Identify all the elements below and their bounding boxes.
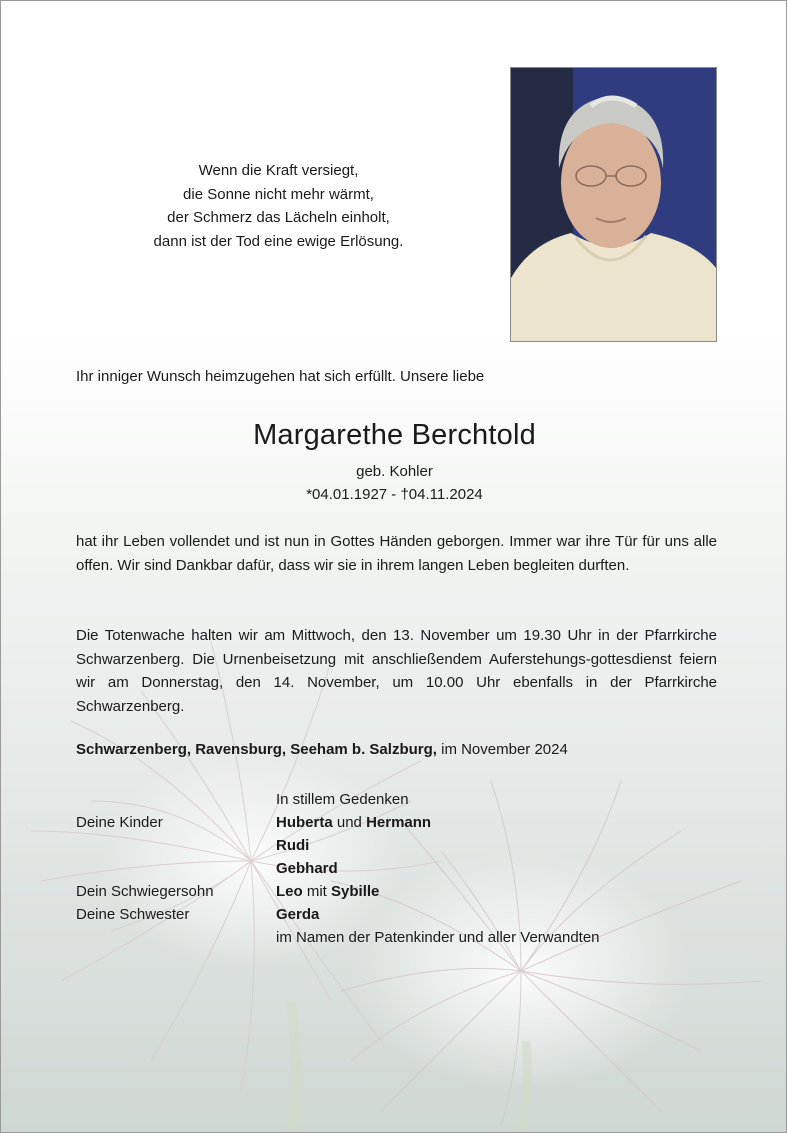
mourner-name: Leo (276, 883, 303, 900)
conjunction: und (336, 814, 362, 831)
conjunction: mit (306, 883, 327, 900)
place-and-date (76, 741, 568, 758)
closing-line: im Namen der Patenkinder und aller Verwandten (276, 929, 600, 946)
mourner-name: Sybille (331, 883, 380, 900)
poem-line: die Sonne nicht mehr wärmt, (183, 185, 374, 203)
mourner-name (276, 857, 338, 880)
mourner-name: Hermann (366, 814, 432, 831)
poem (96, 159, 461, 253)
son-in-law-label: Dein Schwiegersohn (76, 883, 214, 900)
mourner-name: Huberta (276, 814, 333, 831)
date: im November 2024 (441, 741, 568, 758)
portrait-photo (510, 67, 717, 342)
mourner-name: Gebhard (276, 860, 338, 877)
life-dates: *04.01.1927 - †04.11.2024 (306, 486, 483, 503)
mourner-name: Rudi (276, 837, 310, 854)
son-in-law-names (276, 880, 379, 903)
children-names (276, 811, 431, 834)
places: Schwarzenberg, Ravensburg, Seeham b. Salzburg, (76, 741, 437, 758)
birth-name: geb. Kohler (356, 463, 433, 480)
deceased-name: Margarethe Berchtold (253, 419, 536, 451)
poem-line: der Schmerz das Lächeln einholt, (167, 209, 390, 226)
sister-label: Deine Schwester (76, 906, 190, 923)
mourner-name: Gerda (276, 906, 320, 923)
poem-line: Wenn die Kraft versiegt, (198, 162, 359, 179)
mourner-name (276, 834, 309, 857)
mourners-heading: In stillem Gedenken (276, 791, 409, 808)
funeral-details-paragraph: Die Totenwache halten wir am Mittwoch, den 13. November um 19.30 Uhr in der Pfarrkirche Schwarzenberg. Die Urnenbeisetzung mit anschließendem Auferstehungs-gottesdienst feiern wir am Donnerstag, den 14. November, um 10.00 Uhr ebenfalls in der Pfarrkirche Schwarzenberg. (76, 627, 717, 715)
poem-line: dann ist der Tod eine ewige Erlösung. (153, 232, 404, 250)
life-paragraph: hat ihr Leben vollendet und ist nun in Gottes Händen geborgen. Immer war ihre Tür für uns alle offen. Wir sind Dankbar dafür, dass wir sie in ihrem langen Leben begleiten durften. (76, 533, 717, 574)
intro-text: Ihr inniger Wunsch heimzugehen hat sich erfüllt. Unsere liebe (76, 368, 485, 385)
sister-name (276, 903, 319, 926)
children-label: Deine Kinder (76, 814, 163, 831)
